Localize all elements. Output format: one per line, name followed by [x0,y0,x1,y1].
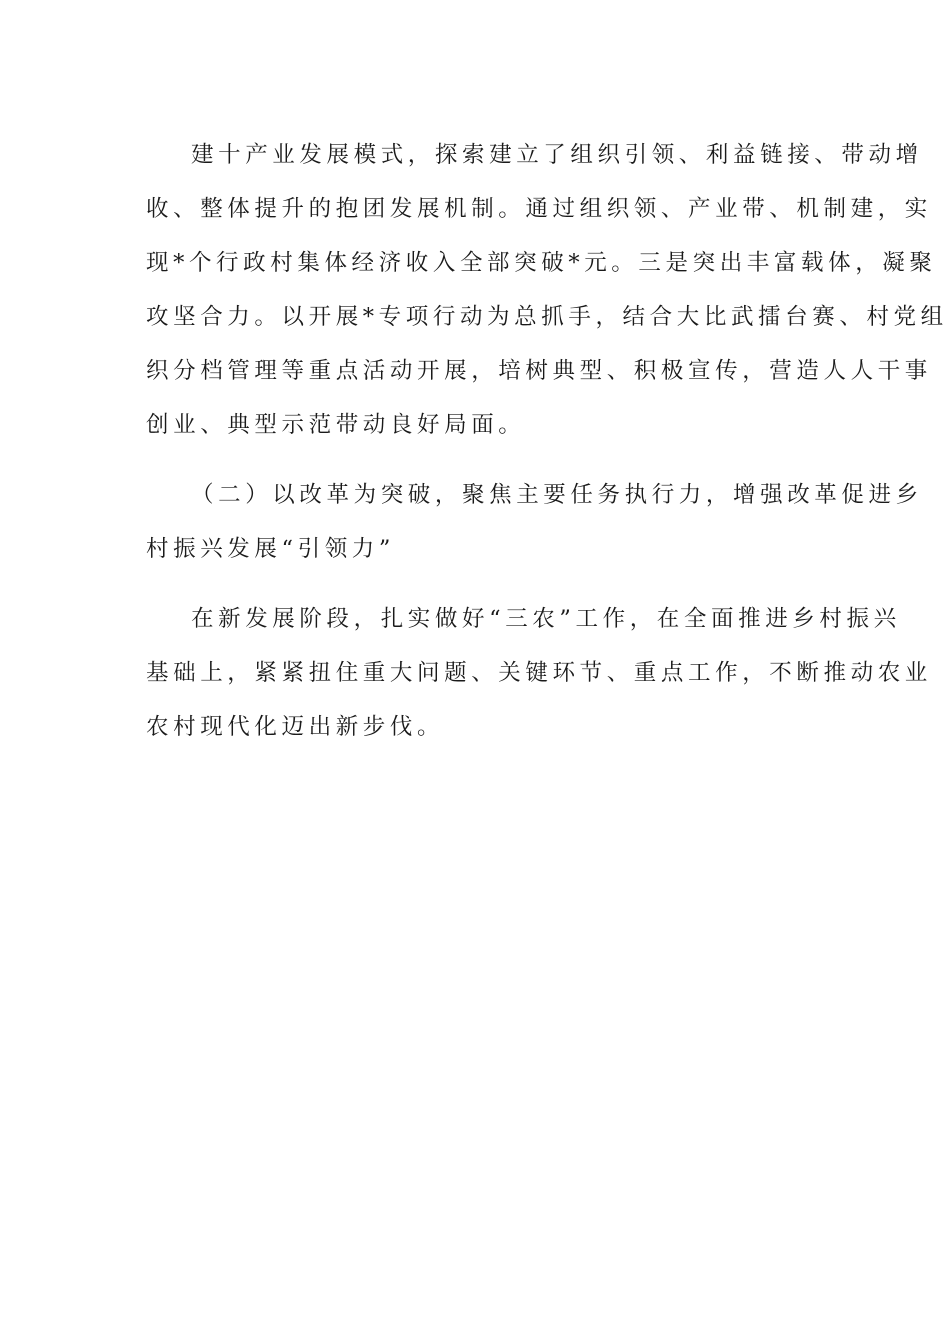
paragraph-spacer [146,452,836,468]
paragraph-line: 农村现代化迈出新步伐。 [146,714,445,740]
paragraph-line: 在新发展阶段，扎实做好“三农”工作，在全面推进乡村振兴 [191,606,901,632]
paragraph-line: 创业、典型示范带动良好局面。 [146,412,526,438]
section-heading [146,468,923,576]
paragraph-line: 织分档管理等重点活动开展，培树典型、积极宣传，营造人人干事 [146,358,932,384]
paragraph-line: 现*个行政村集体经济收入全部突破*元。三是突出丰富载体，凝聚 [146,250,937,276]
document-body [146,128,948,754]
paragraph-line: 基础上，紧紧扭住重大问题、关键环节、重点工作，不断推动农业 [146,660,932,686]
paragraph-line: 建十产业发展模式，探索建立了组织引领、利益链接、带动增 [191,142,923,168]
paragraph-line: 攻坚合力。以开展*专项行动为总抓手，结合大比武擂台赛、村党组 [146,304,948,330]
body-paragraph [146,128,948,452]
paragraph-line: 收、整体提升的抱团发展机制。通过组织领、产业带、机制建，实 [146,196,932,222]
heading-line: （二）以改革为突破，聚焦主要任务执行力，增强改革促进乡 [191,482,923,508]
heading-line: 村振兴发展“引领力” [146,536,396,562]
body-paragraph [146,592,932,754]
paragraph-spacer [146,576,836,592]
